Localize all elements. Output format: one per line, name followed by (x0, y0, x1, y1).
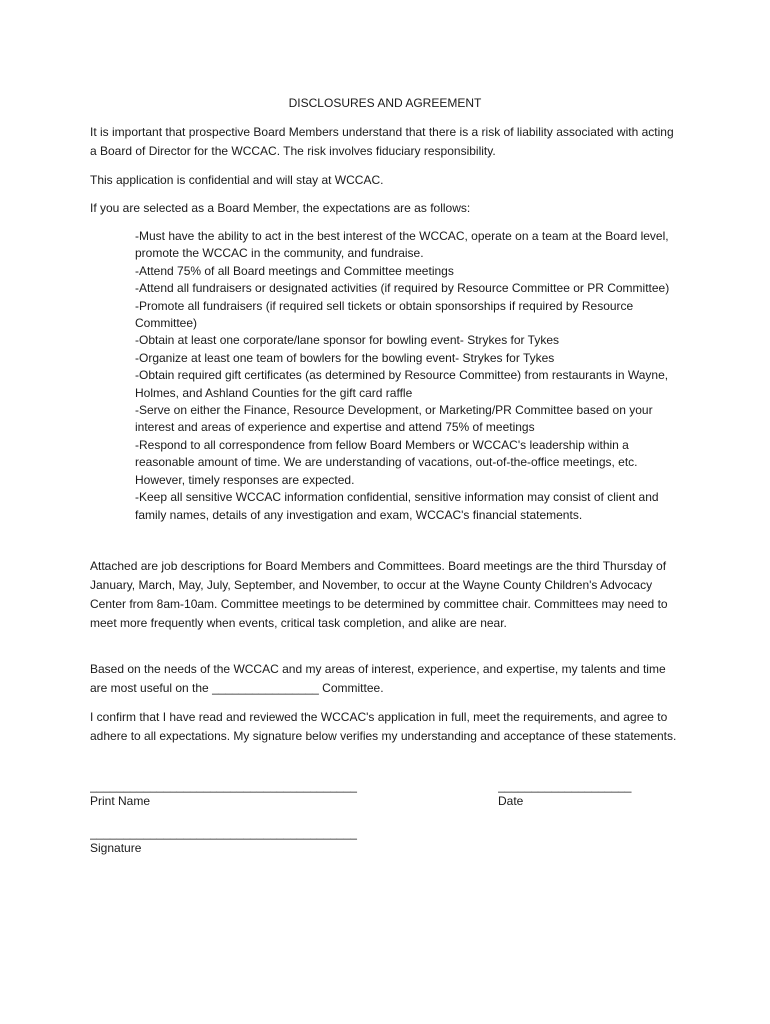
confidential-paragraph: This application is confidential and will stay at WCCAC. (90, 173, 384, 187)
expectation-item: -Keep all sensitive WCCAC information confidential, sensitive information may consist of client and family names, details of any investigation and exam, WCCAC's financial statements. (135, 490, 659, 522)
intro-paragraph: It is important that prospective Board Members understand that there is a risk of liability associated with acting a Board of Director for the WCCAC. The risk involves fiduciary responsibility. (90, 125, 674, 158)
print-name-label: Print Name (90, 794, 151, 808)
page-title: DISCLOSURES AND AGREEMENT (288, 96, 482, 110)
expectation-item: -Serve on either the Finance, Resource Development, or Marketing/PR Committee based on your interest and areas of experience and expertise and attend 75% of meetings (135, 403, 653, 435)
date-label: Date (498, 794, 524, 808)
expectation-item: -Obtain at least one corporate/lane sponsor for bowling event- Strykes for Tykes (135, 333, 559, 348)
signature-line[interactable]: ________________________________________ (90, 826, 357, 840)
print-name-line[interactable]: ________________________________________ (90, 779, 357, 793)
expectation-item: -Organize at least one team of bowlers for the bowling event- Strykes for Tykes (135, 350, 555, 365)
expectation-item: -Attend 75% of all Board meetings and Committee meetings (135, 263, 454, 278)
expectation-item: -Attend all fundraisers or designated activities (if required by Resource Committee or PR Committee) (135, 281, 670, 296)
expectations-intro: If you are selected as a Board Member, the expectations are as follows: (90, 201, 471, 215)
expectation-item: -Obtain required gift certificates (as determined by Resource Committee) from restaurants in Wayne, Holmes, and Ashland Counties for the gift card raffle (135, 368, 669, 400)
expectations-list (135, 228, 680, 524)
attached-paragraph: Attached are job descriptions for Board Members and Committees. Board meetings are the third Thursday of January, March, May, July, September, and November, to occur at the Wayne County Children's Advocacy Center from 8am-10am. Committee meetings to be determined by committee chair. Committees may need to meet more frequently when events, critical task completion, and alike are near. (90, 559, 668, 630)
talents-paragraph: Based on the needs of the WCCAC and my areas of interest, experience, and expertise, my talents and time are most useful on the ________________ Committee. (90, 662, 666, 695)
confirm-paragraph: I confirm that I have read and reviewed the WCCAC's application in full, meet the requirements, and agree to adhere to all expectations. My signature below verifies my understanding and acceptance of these statements. (90, 710, 677, 743)
date-line[interactable]: ____________________ (498, 779, 632, 793)
expectation-item: -Must have the ability to act in the best interest of the WCCAC, operate on a team at the Board level, promote the WCCAC in the community, and fundraise. (135, 229, 669, 261)
expectation-item: -Respond to all correspondence from fellow Board Members or WCCAC's leadership within a reasonable amount of time. We are understanding of vacations, out-of-the-office meetings, etc. However, timely responses are expected. (135, 437, 638, 487)
expectation-item: -Promote all fundraisers (if required sell tickets or obtain sponsorships if required by Resource Committee) (135, 298, 634, 331)
signature-label: Signature (90, 841, 142, 855)
